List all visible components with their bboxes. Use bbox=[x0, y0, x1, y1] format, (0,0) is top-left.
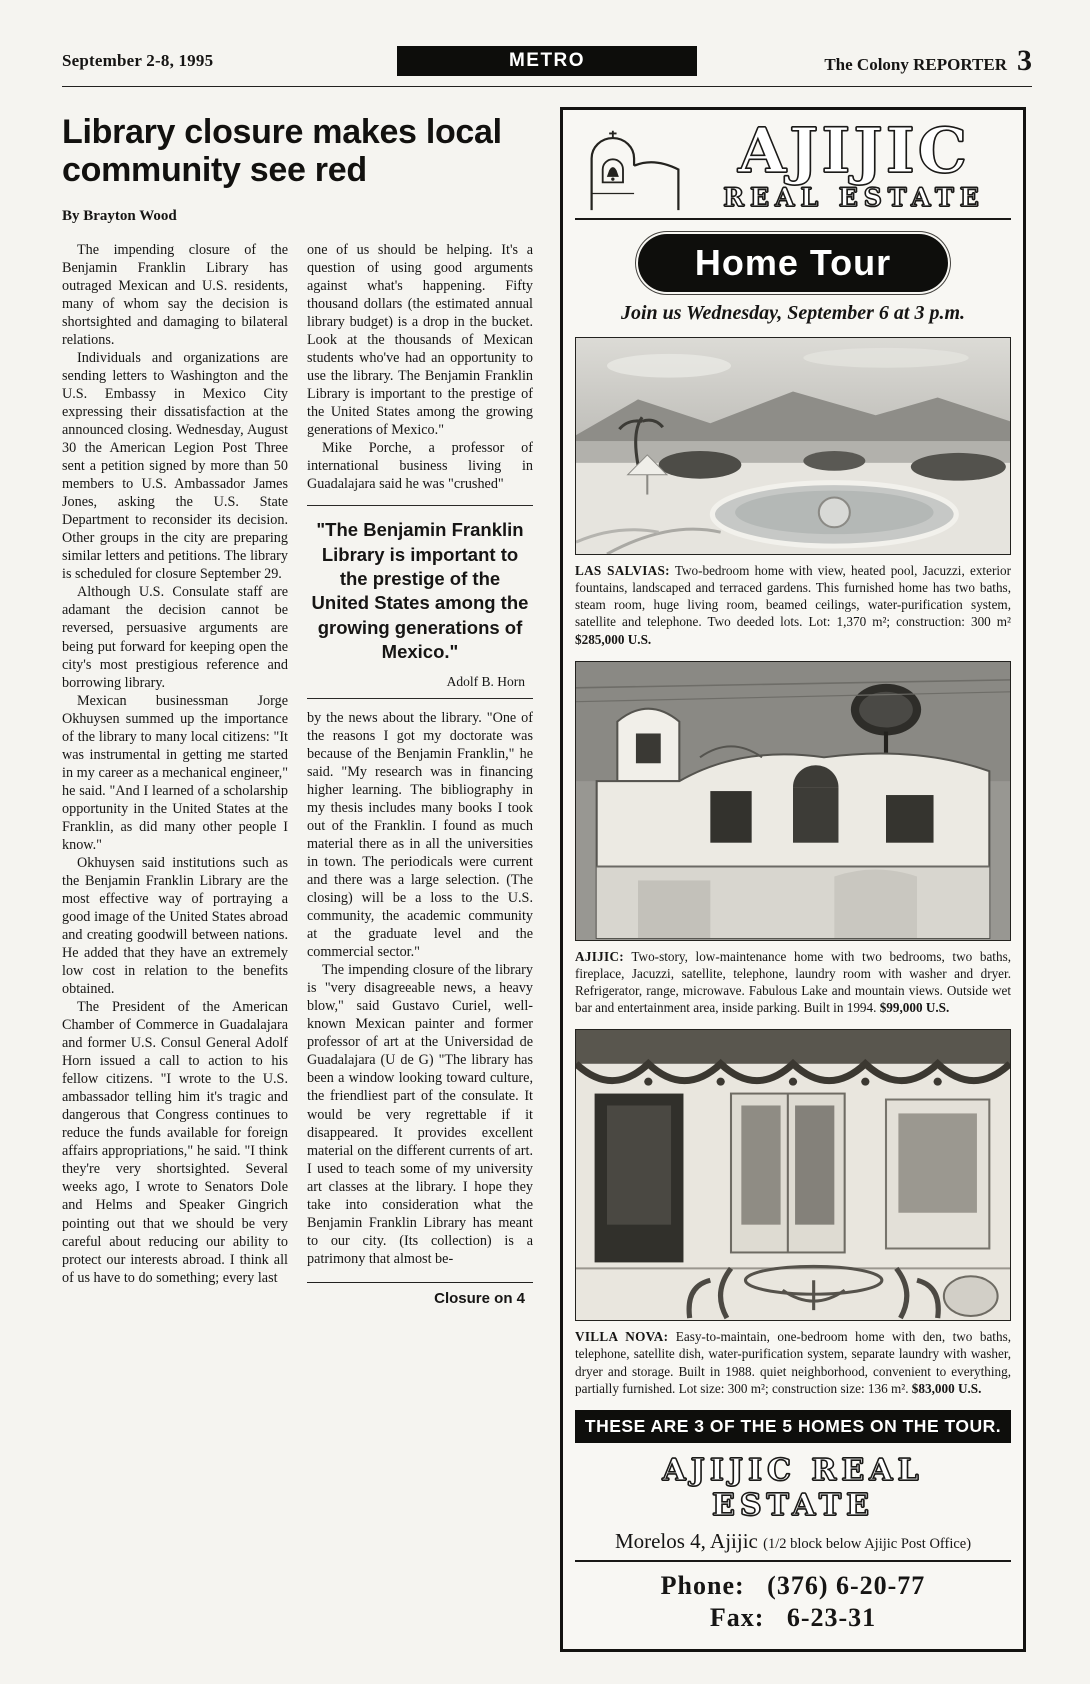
caption-las-salvias bbox=[575, 562, 1011, 648]
phone-row bbox=[575, 1570, 1011, 1603]
article-paragraph: The President of the American Chamber of Commerce in Guadalajara and former U.S. Consul General Adolf Horn issued a call to action to his fellow citizens. "I wrote to the U.S. ambassador telling him it's tragic and dangerous that Congress continues to reduce the funds available for foreign affairs appropriations," he said. "I think they're very shortsighted. Several weeks ago, I wrote to Senators Dole and Helms and Speaker Gingrich pointing out that we should be very careful about reducing our ability to protect our interests abroad. I think all of us have to do something; every last bbox=[62, 999, 288, 1286]
listing-price: $83,000 U.S. bbox=[911, 1380, 982, 1396]
listing-description: Two-bedroom home with view, heated pool, Jacuzzi, exterior fountains, landscaped and terraced gardens. This furnished home has two baths, steam room, huge living room, beamed ceilings, water-purification system, satellite and telephone. Two deeded lots. Lot: 1,370 m²; construction: 300 m² bbox=[575, 562, 1011, 630]
pull-quote bbox=[307, 505, 533, 699]
photo-las-salvias bbox=[575, 337, 1011, 555]
caption-ajijic bbox=[575, 948, 1011, 1017]
page-header bbox=[62, 46, 1032, 76]
mission-bell-icon bbox=[575, 124, 695, 214]
fax-number: 6-23-31 bbox=[786, 1603, 877, 1633]
article-paragraph: Although U.S. Consulate staff are adamant the decision cannot be reversed, persuasive arguments are being put forward for keeping open the city's most prestigious reference and borrowing library. bbox=[62, 584, 288, 691]
article-paragraph: Individuals and organizations are sending letters to Washington and the U.S. Embassy in Mexico City expressing their dissatisfaction at the announced closing. Wednesday, August 30 the American Legion Post Three sent a petition signed by more than 50 members to U.S. Ambassador James Jones, asking the U.S. State Department to reconsider its decision. Other groups in the city are preparing similar letters and petitions. The library is scheduled for closure September 29. bbox=[62, 350, 288, 583]
fax-label: Fax: bbox=[709, 1603, 765, 1633]
listing-description: Easy-to-maintain, one-bedroom home with den, two baths, telephone, satellite dish, water-purification system, separate laundry with washer, dryer and storage. Built in 1988. quiet neighborhood, convenient to everything, partially furnished. Lot size: 300 m²; construction size: 136 m². bbox=[575, 1329, 1011, 1396]
pull-quote-text: "The Benjamin Franklin Library is important to the prestige of the United States among the growing generations of Mexico." bbox=[311, 519, 529, 663]
article-column-1 bbox=[62, 241, 288, 1308]
ad-address-street: Morelos 4, Ajijic bbox=[614, 1528, 758, 1553]
listing-name: LAS SALVIAS: bbox=[575, 562, 670, 578]
pull-quote-attribution: Adolf B. Horn bbox=[446, 673, 525, 689]
phone-label: Phone: bbox=[660, 1570, 745, 1600]
headline: Library closure makes local community see red bbox=[62, 113, 502, 190]
article bbox=[62, 107, 534, 1652]
listing-name: VILLA NOVA: bbox=[575, 1329, 669, 1345]
byline: By Brayton Wood bbox=[62, 207, 177, 224]
masthead bbox=[697, 46, 1032, 76]
caption-villa-nova bbox=[575, 1328, 1011, 1397]
issue-date: September 2-8, 1995 bbox=[62, 51, 214, 70]
article-paragraph: Okhuysen said institutions such as the Benjamin Franklin Library are the most effective way of portraying a good image of the United States abroad and creating goodwill between nations. He added that they have an extremely low cost in relation to the benefits obtained. bbox=[62, 854, 288, 998]
article-paragraph: one of us should be helping. It's a question of using good arguments against what's happening. Fifty thousand dollars (the estimated annual library budget) is a drop in the bucket. Look at the thousands of Mexican students who've had an opportunity to use the library. The Benjamin Franklin Library is important to the prestige of the United States among the growing generations of Mexico." bbox=[307, 241, 533, 439]
ad-brand bbox=[697, 114, 1011, 214]
real-estate-ad bbox=[560, 107, 1026, 1652]
section-banner-label: METRO bbox=[508, 50, 586, 71]
tour-count-banner: THESE ARE 3 OF THE 5 HOMES ON THE TOUR. bbox=[575, 1410, 1011, 1443]
listing-price: $99,000 U.S. bbox=[879, 1000, 950, 1016]
listing-price: $285,000 U.S. bbox=[575, 631, 652, 647]
phone-number: (376) 6-20-77 bbox=[767, 1570, 926, 1600]
section-banner bbox=[397, 46, 697, 76]
listing-name: AJIJIC: bbox=[575, 948, 624, 964]
ad-brand-subtitle: REAL ESTATE bbox=[723, 182, 985, 212]
ad-address-note: (1/2 block below Ajijic Post Office) bbox=[763, 1535, 972, 1552]
article-paragraph: Mexican businessman Jorge Okhuysen summed up the importance of the library to many local citizens: "It was instrumental in getting me started in my career as a mechanical engineer," he said. "And I learned of a scholarship opportunity in the United States at the Franklin, as did many other people I know." bbox=[62, 692, 288, 853]
photo-villa-nova bbox=[575, 1029, 1011, 1321]
home-tour-badge-label: Home Tour bbox=[694, 241, 892, 283]
article-paragraph: The impending closure of the Benjamin Franklin Library has outraged Mexican and U.S. residents, many of whom say the decision is shortsighted and damaging to bilateral relations. bbox=[62, 241, 288, 348]
continuation-note: Closure on 4 bbox=[307, 1282, 533, 1308]
listing-description: Two-story, low-maintenance home with two bedrooms, two baths, fireplace, Jacuzzi, satellite, telephone, laundry room with washer and dryer. Refrigerator, range, microwave. Fabulous Lake and mountain views. Outside wet bar and entertainment area, inside parking. Built in 1994. bbox=[575, 948, 1011, 1016]
header-rule bbox=[62, 86, 1032, 87]
article-paragraph: Mike Porche, a professor of international business living in Guadalajara said he was "crushed" bbox=[307, 440, 533, 493]
publication-name: The Colony REPORTER bbox=[824, 55, 1007, 74]
article-paragraph: The impending closure of the library is "very disagreeable news, a heavy blow," said Gustavo Curiel, well-known Mexican painter and former professor of art at the Universidad de Guadalajara (U de G) "The library has been a window looking toward culture, the friendliest part of the consulate. It would be very regrettable if it disappeared. It provides excellent material on the different currents of art. I used to teach some of my university art classes at the library. I hope they take into consideration what the Benjamin Franklin Library has meant to our city. (Its collection) is a patrimony that almost be- bbox=[307, 962, 533, 1267]
ad-logo bbox=[575, 114, 1011, 220]
page-number: 3 bbox=[1017, 44, 1032, 77]
tour-invite: Join us Wednesday, September 6 at 3 p.m. bbox=[620, 301, 966, 324]
ad-footer-brand: AJIJIC REAL ESTATE bbox=[662, 1452, 924, 1523]
home-tour-badge bbox=[638, 234, 948, 292]
fax-row bbox=[575, 1602, 1011, 1635]
ad-address bbox=[575, 1529, 1011, 1554]
article-column-2 bbox=[307, 241, 533, 1308]
article-paragraph: by the news about the library. "One of the reasons I got my doctorate was because of the Benjamin Franklin," he said. "My research was in financing higher learning. The bibliography in my thesis includes many books I took out of the Franklin. I found as much material there as in all the universities in town. The periodicals were current and there was a large selection. (The closing) will be a loss to the U.S. community, the academic community at the graduate level and the commercial sector." bbox=[307, 709, 533, 961]
ad-brand-name: AJIJIC bbox=[737, 114, 971, 187]
contact-info bbox=[575, 1560, 1011, 1635]
photo-ajijic bbox=[575, 661, 1011, 941]
